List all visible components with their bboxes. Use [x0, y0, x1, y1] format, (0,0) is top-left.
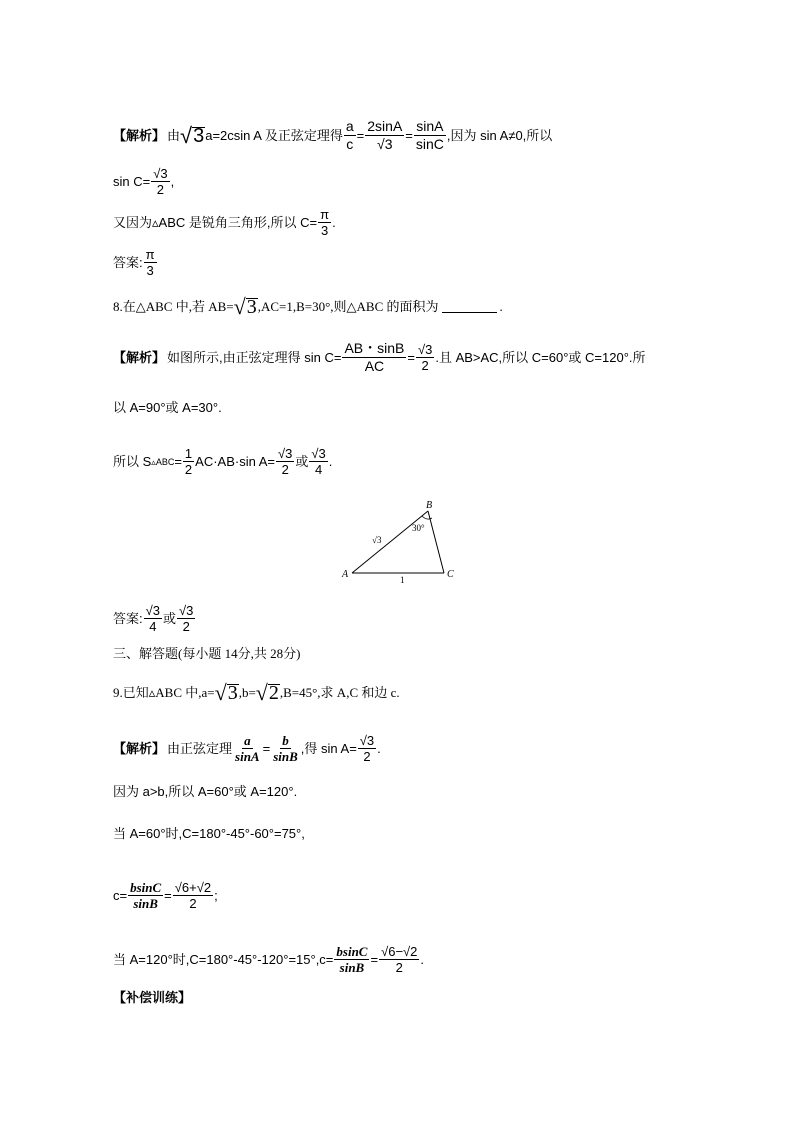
buchang-line [113, 990, 193, 1006]
p8-line3: 所以 S ▵ABC = $\frac{1}{2}$ AC·AB·sin A= $\frac{√3}{2}$ 或 $\frac{√3}{4}$ . [113, 446, 333, 477]
fraction: $\frac{b}{\sin B}$ [273, 733, 298, 764]
p9-line3: 当 A=60°时,C=180°-45°-60°=75°, [113, 826, 305, 841]
sqrt-3: √ 3 [214, 680, 238, 705]
p7-line2: sin C= $\frac{√3}{2}$ , [113, 166, 175, 197]
fraction: $\frac{√3}{2}$ [359, 733, 375, 764]
jiexi-label: 【解析】 [113, 740, 166, 756]
fraction: $\frac{bsinC}{\sin B}$ [130, 880, 162, 911]
p9-line1: 【解析】 由正弦定理 $\frac{a}{\sin A}$ = $\frac{b}{\sin B}$ ,得 sin A= $\frac{√3}{2}$ . [113, 733, 381, 764]
fraction: $\frac{bsinC}{\sin B}$ [336, 944, 368, 975]
jiexi-label: 【解析】 [113, 349, 166, 365]
fraction: $\frac{√3}{2}$ [417, 342, 433, 373]
side-ac-label: 1 [400, 575, 405, 585]
fraction: $\frac{√6-√2}{2}$ [381, 944, 418, 975]
vertex-b-label: B [426, 500, 433, 511]
triangle-figure [340, 497, 460, 587]
fraction: $\frac{2\sin A}{√3}$ [367, 118, 403, 152]
p9-line4: c= $\frac{bsinC}{\sin B}$ = $\frac{√6+√2}{2}$ ; [113, 880, 218, 911]
fraction: $\frac{√3}{2}$ [153, 166, 168, 197]
answer-blank [442, 300, 497, 313]
jiexi-label: 【解析】 [113, 127, 166, 143]
fraction: $\frac{a}{\sin A}$ [235, 733, 260, 764]
p8-question: 8.在△ABC 中,若 AB= √ 3 ,AC=1,B=30°,则△ABC 的面积为 . [113, 294, 503, 319]
answer-label: 答案: [113, 254, 143, 270]
fraction: $\frac{\pi}{3}$ [320, 207, 330, 238]
p8-line1: 【解析】 如图所示,由正弦定理得 sin C= $\frac{AB・\sin B}{AC}$ = $\frac{√3}{2}$ .且 AB>AC,所以 C=60°或 C=120°.所 [113, 340, 646, 374]
fraction: $\frac{\sin A}{\sin C}$ [415, 118, 444, 152]
fraction: $\frac{√6+√2}{2}$ [174, 880, 212, 911]
sqrt-3: √ 3 [180, 123, 205, 148]
p9-line5: 当 A=120°时,C=180°-45°-120°=15°,c= $\frac{bsinC}{\sin B}$ = $\frac{√6-√2}{2}$ . [113, 944, 425, 975]
vertex-c-label: C [447, 569, 454, 580]
sqrt-2: √ 2 [255, 680, 279, 705]
answer-label: 答案: [113, 610, 143, 626]
buchang-label: 【补偿训练】 [113, 990, 192, 1005]
p7-answer [113, 247, 158, 278]
fraction: $\frac{\pi}{3}$ [145, 247, 155, 278]
p9-question: 9.已知▵ABC 中,a= √ 3 ,b= √ 2 ,B=45°,求 A,C 和边 c. [113, 680, 400, 705]
fraction: $\frac{√3}{4}$ [145, 603, 160, 634]
p7-line1: 【解析】 由 √ 3 a=2csin A 及正弦定理得 $\frac{a}{c}$ = $\frac{2\sin A}{√3}$ = $\frac{\sin A}{\sin C}$ ,因为 sin A≠0,所以 [113, 118, 553, 152]
fraction: $\frac{√3}{2}$ [179, 603, 194, 634]
p8-line2: 以 A=90°或 A=30°. [113, 400, 222, 415]
p9-line2: 因为 a>b,所以 A=60°或 A=120°. [113, 784, 298, 799]
p7-line3: 又因为▵ABC 是锐角三角形,所以 C= $\frac{\pi}{3}$ . [113, 207, 336, 238]
vertex-a-label: A [342, 569, 349, 580]
fraction: $\frac{1}{2}$ [184, 446, 193, 477]
angle-label: 30° [412, 523, 425, 533]
p8-answer: 答案: $\frac{√3}{4}$ 或 $\frac{√3}{2}$ [113, 603, 194, 634]
fraction: $\frac{√3}{2}$ [278, 446, 293, 477]
fraction: $\frac{a}{c}$ [345, 118, 354, 152]
side-ab-label: √3 [372, 535, 382, 545]
section-heading: 三、解答题(每小题 14分,共 28分) [113, 646, 301, 661]
fraction: $\frac{AB・\sin B}{AC}$ [344, 340, 405, 374]
fraction: $\frac{√3}{4}$ [311, 446, 326, 477]
sqrt-3: √ 3 [233, 294, 257, 319]
